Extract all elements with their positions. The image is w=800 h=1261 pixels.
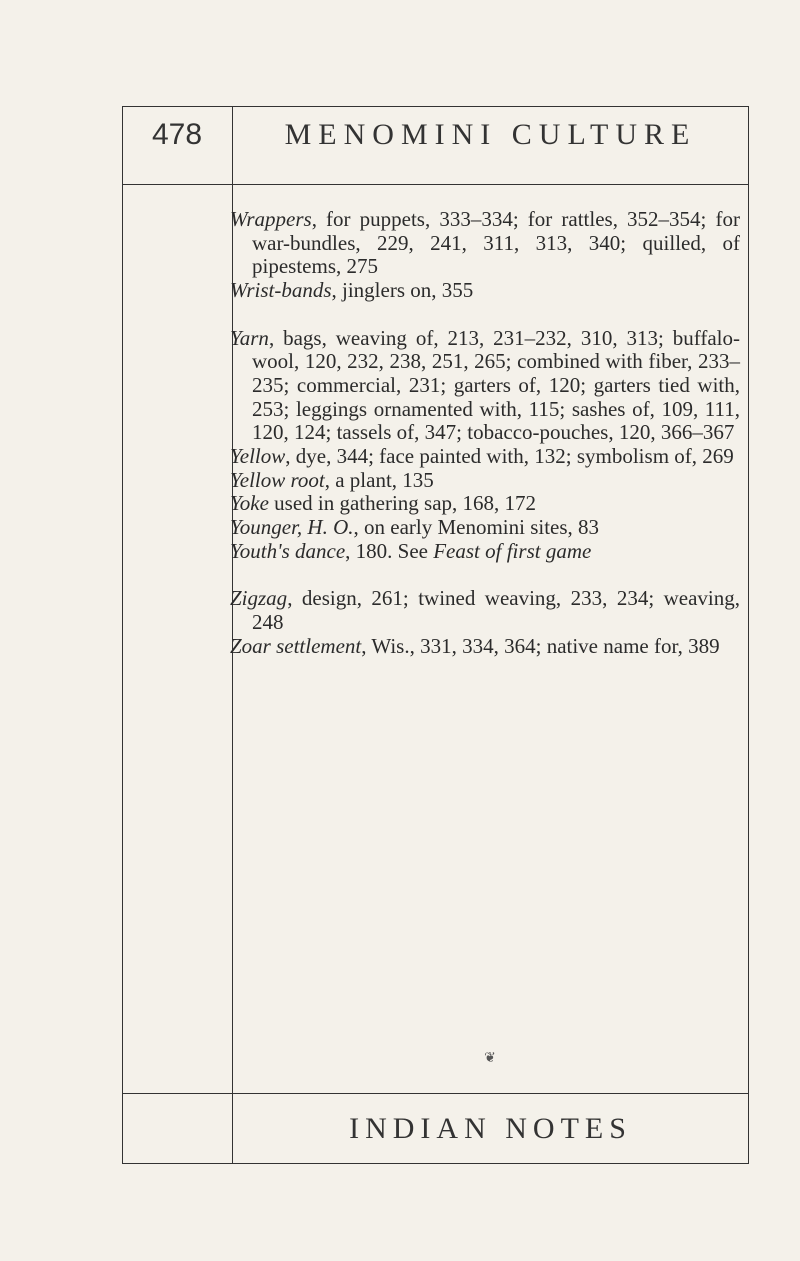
- page-number: 478: [151, 118, 203, 151]
- index-entry-youths-dance: [230, 540, 740, 564]
- index-body: [230, 208, 740, 658]
- index-entry-zigzag: [230, 587, 740, 634]
- entry-headword: Wrist-bands: [230, 278, 332, 303]
- entry-headword: Zigzag: [230, 586, 288, 611]
- index-entry-yoke: [230, 492, 740, 516]
- entry-headword: Yoke: [230, 491, 269, 516]
- entry-headword: Yarn: [230, 325, 269, 350]
- entry-text: , on early Menomini sites, 83: [353, 515, 600, 540]
- letter-group-spacer: [230, 564, 740, 588]
- entry-headword: Younger, H. O.: [230, 515, 354, 540]
- entry-text: , for puppets, 333–334; for rattles, 352–354; for war-bundles, 229, 241, 311, 313, 340; quilled, of pipestems, 275: [252, 207, 740, 279]
- index-entry-wrist-bands: [230, 279, 740, 303]
- entry-text: , Wis., 331, 334, 364; native name for, 389: [361, 633, 720, 658]
- entry-headword: Wrappers: [230, 207, 312, 231]
- entry-text: , jinglers on, 355: [331, 278, 474, 303]
- running-head: MENOMINI CULTURE: [284, 118, 697, 151]
- entry-headword: Yellow root: [230, 467, 325, 492]
- index-entry-wrappers: [230, 208, 740, 279]
- index-entry-younger: [230, 516, 740, 540]
- footer-title: INDIAN NOTES: [349, 1112, 632, 1145]
- ornament-icon: ❦: [484, 1051, 496, 1066]
- see-also-reference: Feast of first game: [433, 538, 592, 563]
- index-entry-yarn: [230, 327, 740, 446]
- entry-text: , bags, weaving of, 213, 231–232, 310, 313; buffalo-wool, 120, 232, 238, 251, 265; combined with fiber, 233–235; commercial, 231; garters of, 120; garters tied with, 253; leggings ornamented with, 115; sashes of, 109, 111, 120, 124; tassels of, 347; tobacco-pouches, 120, 366–367: [252, 325, 740, 445]
- entry-text: used in gathering sap, 168, 172: [268, 491, 537, 516]
- footer-rule-left: [122, 1093, 232, 1094]
- entry-headword: Youth's dance: [230, 538, 346, 563]
- entry-text: , design, 261; twined weaving, 233, 234; weaving, 248: [252, 586, 740, 634]
- index-entry-yellow: [230, 445, 740, 469]
- entry-headword: Yellow: [230, 444, 286, 469]
- header-rule-right: [232, 184, 749, 185]
- index-entry-yellow-root: [230, 469, 740, 493]
- entry-text: , dye, 344; face painted with, 132; symbolism of, 269: [285, 444, 734, 469]
- entry-text: , 180. See: [345, 538, 434, 563]
- index-entry-zoar-settlement: [230, 635, 740, 659]
- entry-headword: Zoar settlement: [230, 633, 362, 658]
- footer-rule-right: [232, 1093, 749, 1094]
- header-rule-left: [122, 184, 232, 185]
- entry-text: , a plant, 135: [324, 467, 434, 492]
- letter-group-spacer: [230, 303, 740, 327]
